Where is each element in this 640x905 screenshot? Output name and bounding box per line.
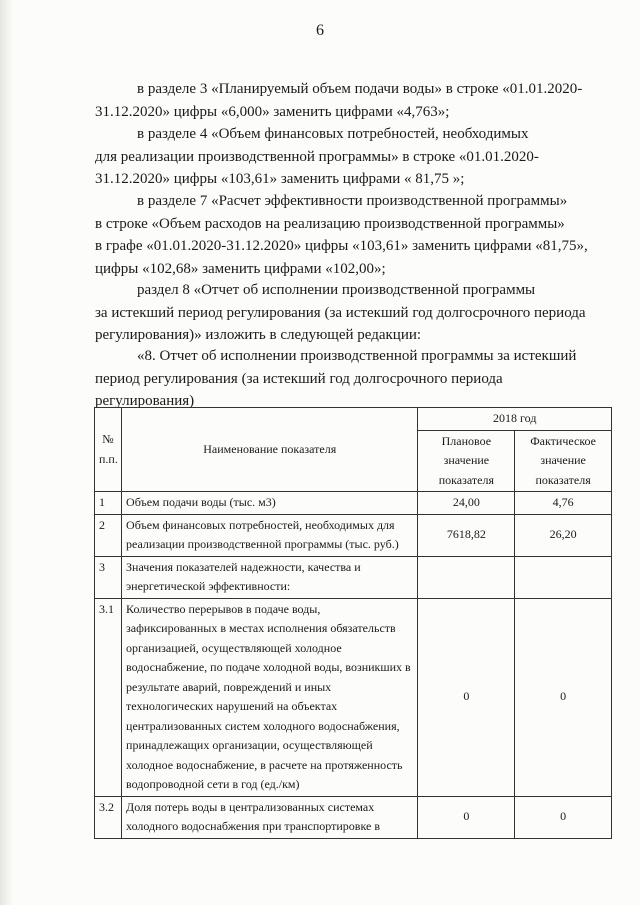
text-line: период регулирования (за истекший год долгосрочного периода	[95, 370, 503, 387]
actual-header: Фактическое значение показателя	[515, 430, 612, 492]
paragraph-section-8	[95, 279, 608, 347]
row-actual	[515, 556, 612, 598]
row-num: 3.2	[95, 796, 122, 838]
paragraph-section-7	[95, 190, 608, 280]
row-planned: 24,00	[418, 492, 515, 515]
text-line: в разделе 7 «Расчет эффективности производственной программы»	[137, 193, 568, 209]
text-line: «8. Отчет об исполнении производственной программы за истекший	[137, 348, 577, 364]
scan-edge	[0, 0, 14, 905]
text-line: в разделе 3 «Планируемый объем подачи воды» в строке «01.01.2020-	[137, 81, 583, 97]
text-line: цифры «102,68» заменить цифрами «102,00»;	[95, 260, 386, 277]
row-num: 2	[95, 514, 122, 556]
row-planned: 0	[418, 598, 515, 796]
row-num: 1	[95, 492, 122, 515]
row-actual: 0	[515, 796, 612, 838]
row-actual: 26,20	[515, 514, 612, 556]
row-actual: 4,76	[515, 492, 612, 515]
text-line: регулирования)	[95, 393, 195, 409]
table-row	[95, 796, 612, 838]
paragraph-section-3	[95, 78, 608, 123]
table-row	[95, 492, 612, 515]
text-line: для реализации производственной программы» в строке «01.01.2020-	[95, 148, 539, 165]
table-row	[95, 556, 612, 598]
row-name: Доля потерь воды в централизованных системах холодного водоснабжения при транспортировке в	[122, 796, 418, 838]
report-table	[94, 407, 612, 839]
row-num: 3	[95, 556, 122, 598]
text-line: 31.12.2020» цифры «103,61» заменить цифрами « 81,75 »;	[95, 171, 465, 187]
name-header: Наименование показателя	[122, 408, 418, 492]
planned-header: Плановое значение показателя	[418, 430, 515, 492]
row-name: Количество перерывов в подаче воды, зафиксированных в местах исполнения обязательств организацией, осуществляющей холодное водоснабжение, по подаче холодной воды, возникших в результате аварий, повреждений и иных технологических нарушений на объектах централизованных систем холодного водоснабжения, принадлежащих организации, осуществляющей холодное водоснабжение, в расчете на протяженность водопроводной сети в год (ед./км)	[122, 598, 418, 796]
row-num: 3.1	[95, 598, 122, 796]
paragraph-report-title	[95, 345, 608, 413]
row-planned	[418, 556, 515, 598]
text-line: в графе «01.01.2020-31.12.2020» цифры «103,61» заменить цифрами «81,75»,	[95, 238, 588, 254]
text-line: 31.12.2020» цифры «6,000» заменить цифрами «4,763»;	[95, 103, 450, 120]
text-line: в строке «Объем расходов на реализацию производственной программы»	[95, 215, 565, 232]
row-planned: 0	[418, 796, 515, 838]
page-number: 6	[316, 22, 324, 39]
table-row	[95, 598, 612, 796]
row-planned: 7618,82	[418, 514, 515, 556]
year-header: 2018 год	[418, 408, 612, 431]
row-name: Объем подачи воды (тыс. м3)	[122, 492, 418, 515]
row-name: Значения показателей надежности, качества и энергетической эффективности:	[122, 556, 418, 598]
table-row	[95, 514, 612, 556]
row-name: Объем финансовых потребностей, необходимых для реализации производственной программы (тыс. руб.)	[122, 514, 418, 556]
text-line: раздел 8 «Отчет об исполнении производственной программы	[137, 282, 536, 298]
text-line: за истекший период регулирования (за истекший год долгосрочного периода	[95, 304, 586, 321]
text-line: регулирования)» изложить в следующей редакции:	[95, 327, 422, 343]
text-line: в разделе 4 «Объем финансовых потребностей, необходимых	[137, 126, 529, 142]
table-header-row	[95, 408, 612, 431]
row-actual: 0	[515, 598, 612, 796]
paragraph-section-4	[95, 123, 608, 191]
num-header: № п.п.	[95, 408, 122, 492]
